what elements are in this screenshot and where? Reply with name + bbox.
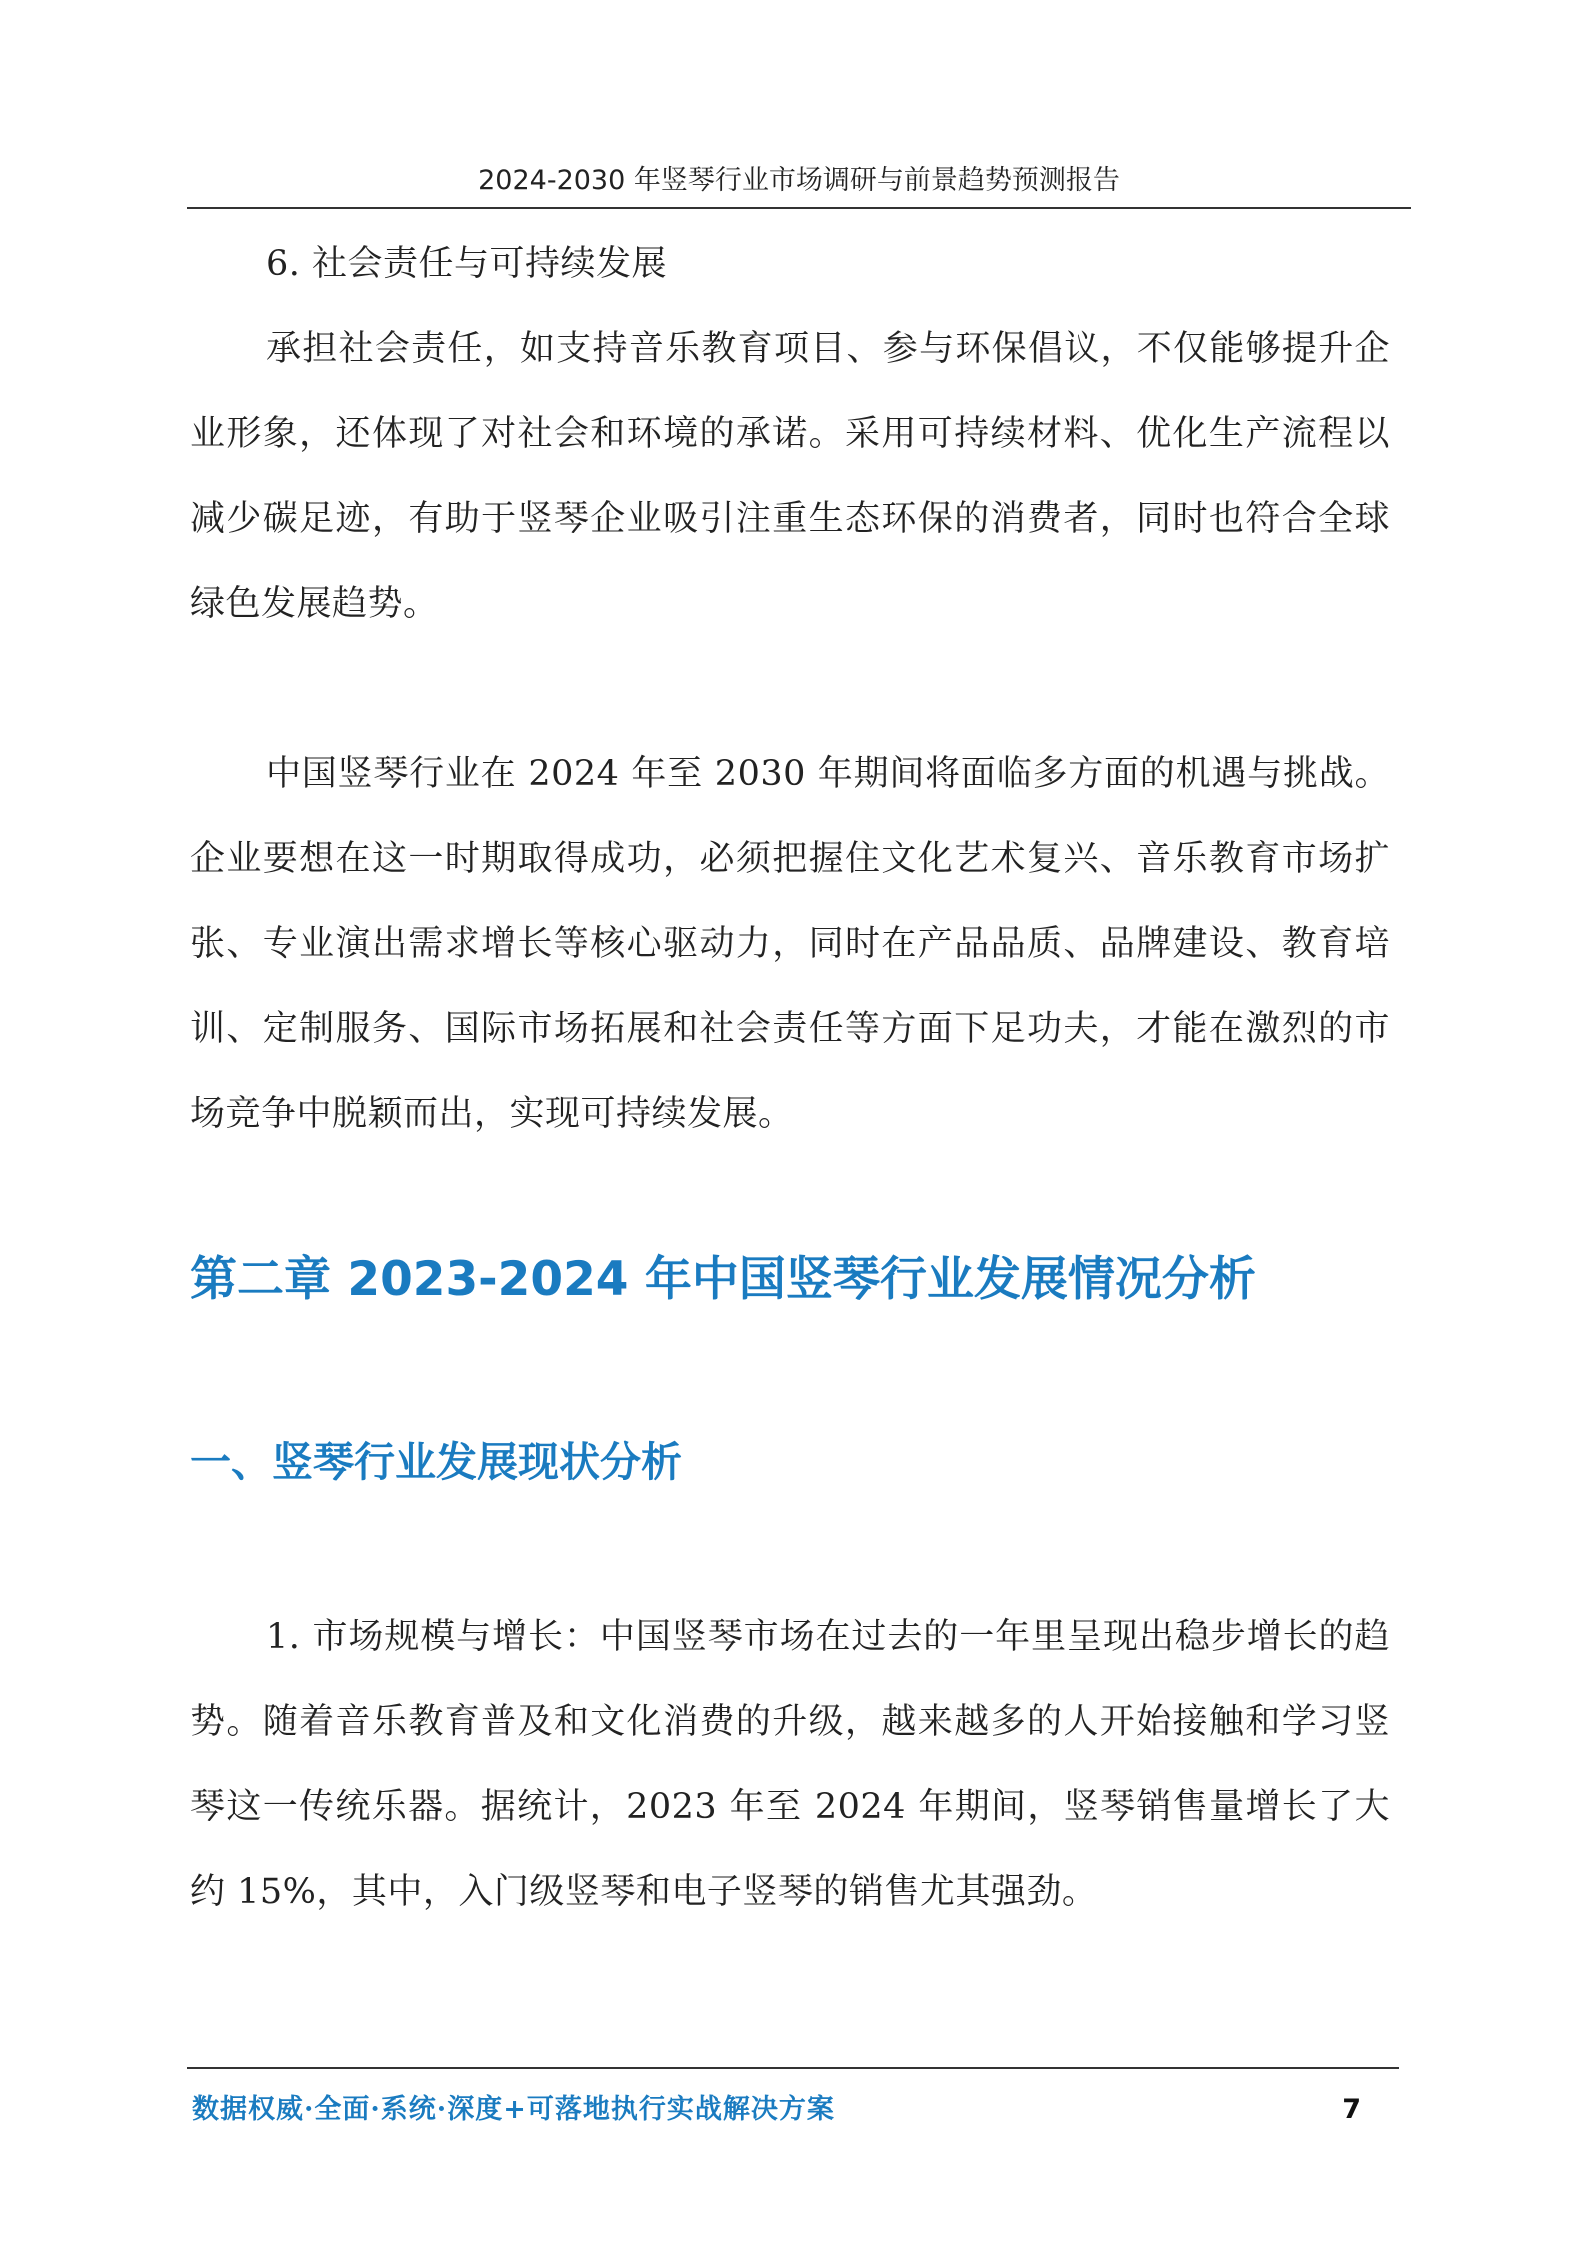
conclusion-paragraph: 中国竖琴行业在 2024 年至 2030 年期间将面临多方面的机遇与挑战。企业要想在这一时期取得成功，必须把握住文化艺术复兴、音乐教育市场扩张、专业演出需求增长等核心驱动力，同时在产品品质、品牌建设、教育培训、定制服务、国际市场拓展和社会责任等方面下足功夫，才能在激烈的市场竞争中脱颖而出，实现可持续发展。 <box>190 754 1390 1134</box>
item-6-paragraph: 承担社会责任，如支持音乐教育项目、参与环保倡议，不仅能够提升企业形象，还体现了对社会和环境的承诺。采用可持续材料、优化生产流程以减少碳足迹，有助于竖琴企业吸引注重生态环保的消费者，同时也符合全球绿色发展趋势。 <box>190 329 1390 624</box>
paragraph-spacer <box>190 647 1390 732</box>
chapter-heading: 第二章 2023-2024 年中国竖琴行业发展情况分析 <box>190 1252 1256 1307</box>
item-1-paragraph: 1. 市场规模与增长：中国竖琴市场在过去的一年里呈现出稳步增长的趋势。随着音乐教育普及和文化消费的升级，越来越多的人开始接触和学习竖琴这一传统乐器。据统计，2023 年至 2024 年期间，竖琴销售量增长了大约 15%，其中，入门级竖琴和电子竖琴的销售尤其强劲。 <box>190 1617 1390 1912</box>
footer-divider <box>187 2067 1399 2069</box>
body-lower <box>190 1595 1390 1935</box>
page-number: 7 <box>1342 2094 1361 2125</box>
section-heading: 一、竖琴行业发展现状分析 <box>190 1438 682 1486</box>
item-6-title: 6. 社会责任与可持续发展 <box>266 244 668 284</box>
header-divider <box>187 207 1411 209</box>
body-upper <box>190 222 1390 1157</box>
report-header-title: 2024-2030 年竖琴行业市场调研与前景趋势预测报告 <box>478 165 1120 196</box>
footer-slogan: 数据权威·全面·系统·深度+可落地执行实战解决方案 <box>192 2094 835 2125</box>
